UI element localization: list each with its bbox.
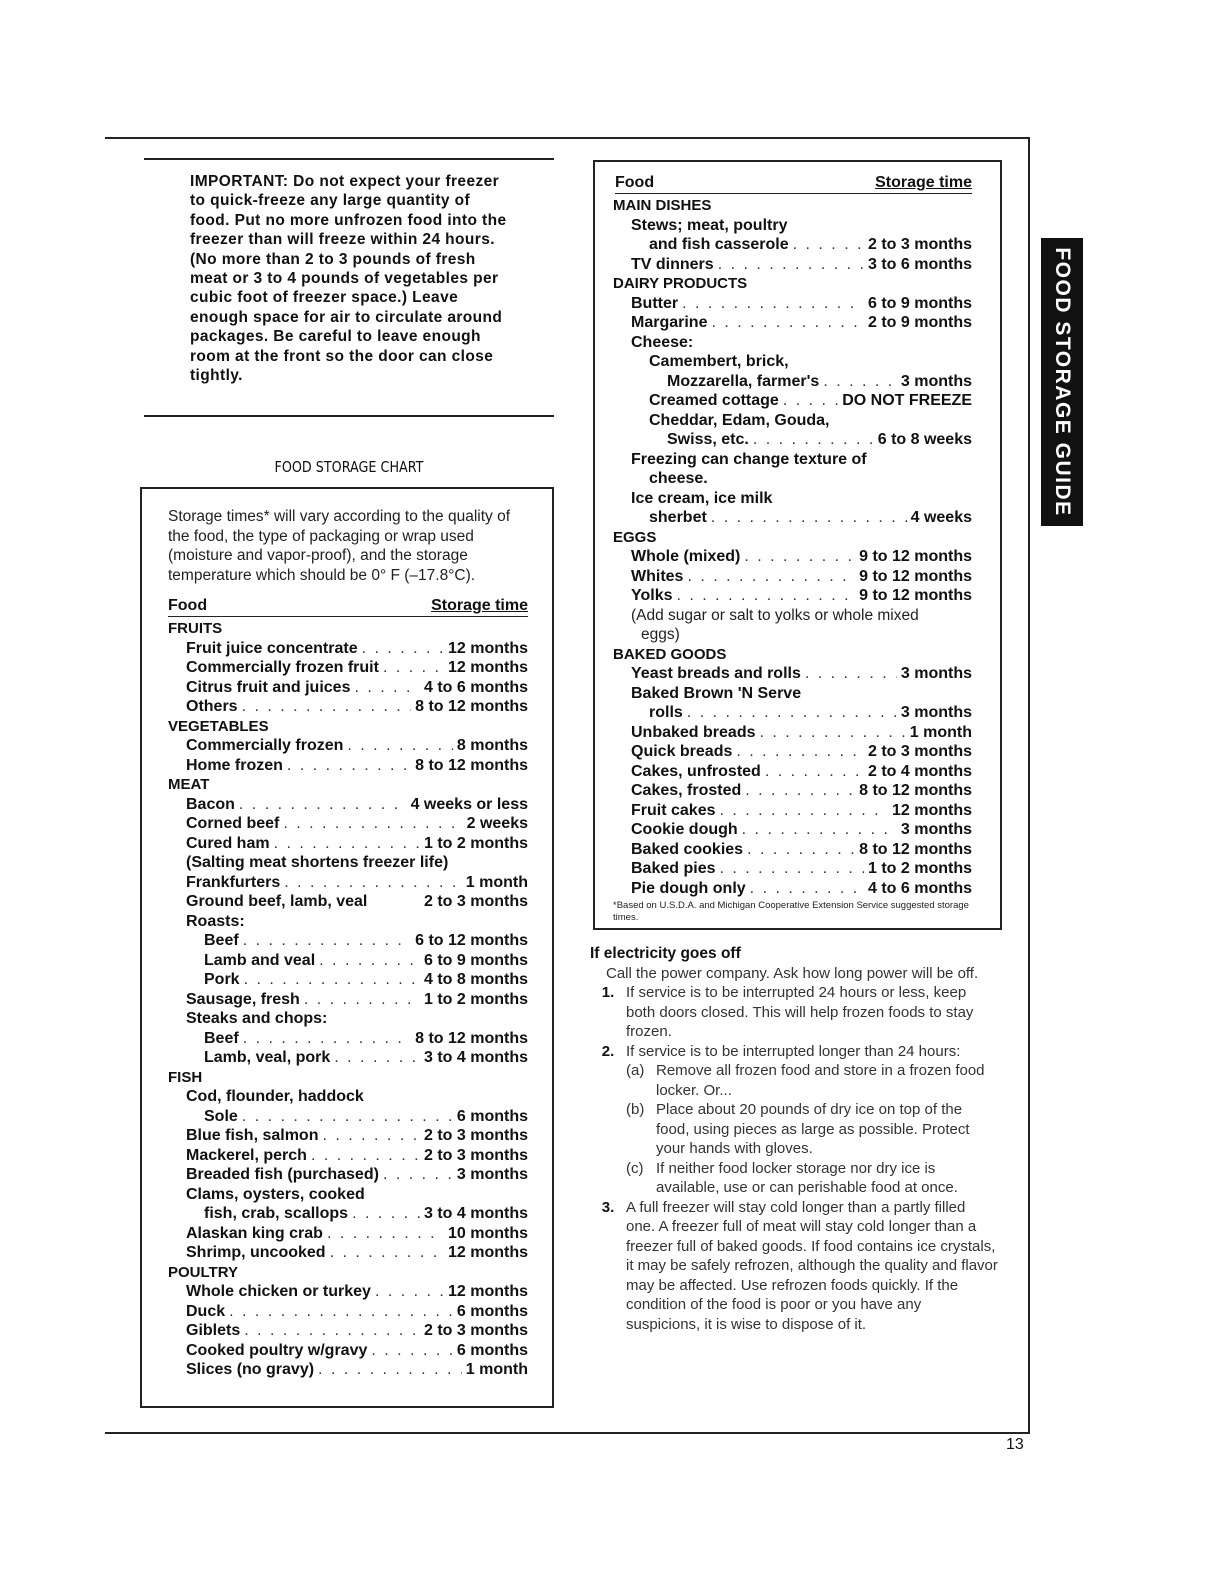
food-name: rolls xyxy=(649,704,683,721)
food-name: Cakes, unfrosted xyxy=(631,762,761,780)
list-item xyxy=(590,1042,998,1062)
category-fruits: FRUITS xyxy=(168,620,223,637)
sub-text: Remove all frozen food and store in a frozen food locker. Or... xyxy=(656,1062,985,1099)
storage-time: 3 months xyxy=(456,1166,528,1183)
top-rule xyxy=(105,137,1030,139)
food-name: Cured ham xyxy=(186,834,270,852)
food-name: Margarine xyxy=(631,314,708,331)
storage-time: 3 to 4 months xyxy=(423,1049,528,1066)
food-row xyxy=(613,391,972,411)
storage-time: 8 to 12 months xyxy=(415,698,528,715)
food-row xyxy=(613,508,972,528)
sub-list-item xyxy=(590,1061,998,1100)
food-row xyxy=(613,859,972,879)
food-row xyxy=(168,990,528,1010)
food-name: Commercially frozen fruit xyxy=(186,659,379,676)
food-line: Camembert, brick, xyxy=(649,353,789,370)
food-name: Baked cookies xyxy=(631,840,744,858)
side-tab-label: FOOD STORAGE GUIDE xyxy=(1051,247,1074,517)
storage-time: 6 months xyxy=(456,1302,528,1320)
food-row xyxy=(168,1204,528,1224)
list-text: If service is to be interrupted 24 hours or less, keep both doors closed. This will help frozen foods to stay frozen. xyxy=(626,984,974,1040)
food-row xyxy=(168,658,528,678)
food-name: fish, crab, scallops xyxy=(204,1205,349,1222)
food-name: Alaskan king crab xyxy=(186,1224,323,1242)
food-name: Lamb, veal, pork xyxy=(204,1049,331,1066)
food-row xyxy=(613,879,972,899)
note-line: cheese. xyxy=(649,470,708,487)
food-name: Sole xyxy=(204,1107,238,1125)
list-number: 1. xyxy=(601,984,615,1001)
food-row xyxy=(613,742,972,762)
food-line: Ice cream, ice milk xyxy=(631,489,773,507)
food-name: Giblets xyxy=(186,1322,241,1339)
electricity-heading: If electricity goes off xyxy=(590,945,741,962)
food-name: Yolks xyxy=(631,587,673,604)
storage-time: 9 to 12 months xyxy=(859,548,972,565)
food-name: Slices (no gravy) xyxy=(186,1361,315,1378)
storage-time: 8 to 12 months xyxy=(859,782,972,799)
storage-time: 2 to 3 months xyxy=(867,743,972,760)
food-row xyxy=(613,430,972,450)
food-row xyxy=(613,372,972,392)
category-fish: FISH xyxy=(168,1068,203,1086)
section-side-tab xyxy=(1041,238,1083,526)
note-line: eggs) xyxy=(641,626,680,643)
subheading-steaks: Steaks and chops: xyxy=(186,1010,328,1027)
important-top-rule xyxy=(144,158,554,160)
storage-time: 9 to 12 months xyxy=(859,567,972,585)
storage-time: 6 to 9 months xyxy=(867,294,972,312)
storage-time: 2 to 3 months xyxy=(423,893,528,910)
storage-time: 1 to 2 months xyxy=(423,990,528,1008)
food-row xyxy=(613,820,972,840)
food-name: Shrimp, uncooked xyxy=(186,1244,326,1261)
bottom-rule xyxy=(105,1432,1030,1434)
food-name: Mozzarella, farmer's xyxy=(667,372,820,390)
food-row xyxy=(168,814,528,834)
category-baked-goods: BAKED GOODS xyxy=(613,645,727,663)
table-header xyxy=(615,174,972,194)
food-name: Bacon xyxy=(186,795,235,813)
food-row xyxy=(168,1341,528,1361)
food-row xyxy=(613,664,972,684)
food-name: Creamed cottage xyxy=(649,392,779,409)
storage-time: 3 months xyxy=(900,372,972,390)
food-name: Lamb and veal xyxy=(204,951,316,969)
food-row xyxy=(613,547,972,567)
food-name: Citrus fruit and juices xyxy=(186,678,351,696)
food-name: Quick breads xyxy=(631,743,733,760)
food-header: Food xyxy=(168,597,208,614)
storage-time: 12 months xyxy=(891,801,972,819)
chart-title: FOOD STORAGE CHART xyxy=(274,458,424,476)
food-name: Home frozen xyxy=(186,756,283,774)
food-name: Others xyxy=(186,698,238,715)
food-row xyxy=(613,567,972,587)
storage-time: 3 months xyxy=(900,821,972,838)
food-row xyxy=(168,1321,528,1341)
storage-time: 4 weeks or less xyxy=(410,795,528,813)
note-line: Freezing can change texture of xyxy=(631,450,867,468)
list-item xyxy=(590,983,998,1042)
category-dairy: DAIRY PRODUCTS xyxy=(613,275,748,292)
food-row xyxy=(168,892,528,912)
food-row xyxy=(168,1029,528,1049)
right-frame-rule xyxy=(1028,137,1030,1433)
note-line: (Salting meat shortens freezer life) xyxy=(186,854,449,871)
sub-list-item xyxy=(590,1100,998,1159)
food-row xyxy=(613,781,972,801)
list-text: A full freezer will stay cold longer than a partly filled one. A freezer full of meat will stay cold longer than a freezer full of baked goods. If food contains ice crystals, it may be safely refrozen, although the quality and flavor may be affected. Use refrozen foods quickly. If the condition of the food is poor or you have any suspicions, it is wise to dispose of it. xyxy=(626,1198,998,1333)
food-row xyxy=(613,313,972,333)
storage-time: 1 month xyxy=(465,873,528,891)
page-number: 13 xyxy=(1006,1436,1024,1453)
storage-time: 2 to 3 months xyxy=(423,1146,528,1164)
food-name: Butter xyxy=(631,294,679,312)
category-eggs: EGGS xyxy=(613,528,657,546)
subheading-cheese: Cheese: xyxy=(631,333,694,351)
storage-time: 1 to 2 months xyxy=(423,834,528,852)
storage-time: 2 to 3 months xyxy=(867,236,972,253)
food-name: Swiss, etc. xyxy=(667,431,749,448)
important-note xyxy=(190,172,510,385)
food-name: sherbet xyxy=(649,509,707,526)
food-name: Corned beef xyxy=(186,815,280,832)
food-row xyxy=(613,723,972,743)
food-row xyxy=(613,840,972,860)
food-row xyxy=(168,639,528,659)
storage-chart-right xyxy=(593,160,1002,930)
storage-time: 6 months xyxy=(456,1341,528,1359)
food-name: Frankfurters xyxy=(186,873,281,891)
food-row xyxy=(168,736,528,756)
storage-time: 6 to 8 weeks xyxy=(877,431,972,448)
food-name: Pie dough only xyxy=(631,879,746,897)
storage-time: DO NOT FREEZE xyxy=(842,392,972,409)
storage-time: 2 to 4 months xyxy=(867,762,972,780)
food-name: Cakes, frosted xyxy=(631,782,742,799)
storage-time: 3 to 4 months xyxy=(423,1205,528,1222)
storage-time: 4 weeks xyxy=(910,509,972,526)
food-row xyxy=(168,1360,528,1380)
storage-time: 2 to 9 months xyxy=(867,314,972,331)
food-row xyxy=(613,703,972,723)
food-name: Yeast breads and rolls xyxy=(631,665,801,682)
food-line: Stews; meat, poultry xyxy=(631,216,788,234)
food-header: Food xyxy=(615,174,655,191)
food-row xyxy=(168,951,528,971)
food-line: Cod, flounder, haddock xyxy=(186,1088,364,1105)
food-name: Sausage, fresh xyxy=(186,990,300,1008)
food-name: Cooked poultry w/gravy xyxy=(186,1341,368,1359)
food-name: Unbaked breads xyxy=(631,723,756,741)
category-main-dishes: MAIN DISHES xyxy=(613,197,712,214)
food-name: Fruit juice concentrate xyxy=(186,639,358,657)
food-row xyxy=(168,1048,528,1068)
food-line: Cheddar, Edam, Gouda, xyxy=(649,411,830,429)
storage-header: Storage time xyxy=(875,174,972,191)
storage-time: 9 to 12 months xyxy=(859,587,972,604)
storage-time: 3 months xyxy=(900,704,972,721)
food-row xyxy=(613,294,972,314)
food-name: Ground beef, lamb, veal xyxy=(186,893,368,910)
food-line: Baked Brown 'N Serve xyxy=(631,684,802,702)
electricity-intro: Call the power company. Ask how long power will be off. xyxy=(606,964,979,982)
list-item xyxy=(590,1198,998,1335)
food-row xyxy=(168,678,528,698)
food-name: Whites xyxy=(631,567,684,585)
storage-time: 12 months xyxy=(447,1244,528,1261)
food-row xyxy=(168,1107,528,1127)
food-name: and fish casserole xyxy=(649,236,789,253)
storage-time: 3 months xyxy=(900,665,972,682)
food-line: Clams, oysters, cooked xyxy=(186,1185,365,1203)
storage-time: 1 month xyxy=(465,1361,528,1378)
important-bottom-rule xyxy=(144,415,554,417)
food-name: TV dinners xyxy=(631,255,714,273)
food-row xyxy=(168,931,528,951)
storage-chart-left xyxy=(140,487,554,1408)
food-row xyxy=(613,762,972,782)
important-text: Do not expect your freezer to quick-freeze any large quantity of food. Put no more unfrozen food into the freezer than will freeze within 24 hours. (No more than 2 to 3 pounds of fresh meat or 3 to 4 pounds of vegetables per cubic foot of freezer space.) Leave enough space for air to circulate around packages. Be careful to leave enough room at the front so the door can close tightly. xyxy=(190,173,507,385)
sub-label: (b) xyxy=(626,1101,645,1118)
food-row xyxy=(168,1243,528,1263)
storage-time: 3 to 6 months xyxy=(867,255,972,273)
category-poultry: POULTRY xyxy=(168,1263,238,1281)
food-row xyxy=(168,795,528,815)
subheading-roasts: Roasts: xyxy=(186,912,245,930)
food-name: Beef xyxy=(204,932,239,949)
storage-time: 12 months xyxy=(447,639,528,657)
food-row xyxy=(613,235,972,255)
sub-label: (c) xyxy=(626,1159,644,1177)
storage-time: 2 to 3 months xyxy=(423,1127,528,1144)
sub-label: (a) xyxy=(626,1062,645,1079)
food-row xyxy=(168,1224,528,1244)
storage-time: 4 to 8 months xyxy=(423,971,528,988)
category-meat: MEAT xyxy=(168,776,210,793)
sub-text: If neither food locker storage nor dry ice is available, use or can perishable food at once. xyxy=(656,1159,958,1196)
food-row xyxy=(168,1302,528,1322)
table-header xyxy=(168,597,528,617)
food-name: Blue fish, salmon xyxy=(186,1127,319,1144)
list-number: 2. xyxy=(601,1042,615,1060)
food-name: Mackerel, perch xyxy=(186,1146,307,1164)
food-name: Breaded fish (purchased) xyxy=(186,1166,379,1183)
food-name: Commercially frozen xyxy=(186,737,344,754)
food-name: Pork xyxy=(204,971,240,988)
list-number: 3. xyxy=(601,1198,615,1216)
food-name: Whole chicken or turkey xyxy=(186,1283,371,1300)
category-vegetables: VEGETABLES xyxy=(168,717,269,735)
food-row xyxy=(168,834,528,854)
food-row xyxy=(613,255,972,275)
storage-time: 8 to 12 months xyxy=(415,756,528,774)
food-row xyxy=(168,1146,528,1166)
food-row xyxy=(168,756,528,776)
storage-time: 1 month xyxy=(909,723,972,741)
storage-time: 4 to 6 months xyxy=(867,879,972,897)
storage-time: 6 to 12 months xyxy=(415,932,528,949)
food-row xyxy=(168,1165,528,1185)
storage-time: 10 months xyxy=(447,1224,528,1242)
storage-time: 8 months xyxy=(456,737,528,754)
food-row xyxy=(168,1126,528,1146)
important-label: IMPORTANT: xyxy=(190,173,289,190)
food-name: Baked pies xyxy=(631,860,716,877)
food-row xyxy=(613,586,972,606)
storage-time: 4 to 6 months xyxy=(423,678,528,696)
storage-time: 1 to 2 months xyxy=(867,860,972,877)
storage-time: 8 to 12 months xyxy=(859,840,972,858)
storage-time: 2 to 3 months xyxy=(423,1322,528,1339)
storage-time: 12 months xyxy=(447,659,528,676)
food-row xyxy=(168,697,528,717)
food-row xyxy=(168,873,528,893)
note-line: (Add sugar or salt to yolks or whole mixed xyxy=(631,606,919,624)
food-row xyxy=(613,801,972,821)
storage-header: Storage time xyxy=(431,597,528,614)
list-text: If service is to be interrupted longer than 24 hours: xyxy=(626,1042,961,1060)
food-name: Beef xyxy=(204,1029,239,1047)
footnote: *Based on U.S.D.A. and Michigan Cooperative Extension Service suggested storage times. xyxy=(613,900,969,923)
storage-time: 12 months xyxy=(447,1283,528,1300)
storage-time: 6 to 9 months xyxy=(423,951,528,969)
storage-time: 2 weeks xyxy=(466,815,528,832)
sub-text: Place about 20 pounds of dry ice on top of the food, using pieces as large as possible. Protect your hands with gloves. xyxy=(656,1101,970,1157)
storage-time: 6 months xyxy=(456,1107,528,1125)
food-name: Cookie dough xyxy=(631,821,738,838)
food-row xyxy=(168,970,528,990)
food-name: Whole (mixed) xyxy=(631,548,741,565)
sub-list-item xyxy=(590,1159,998,1198)
storage-time: 8 to 12 months xyxy=(415,1029,528,1047)
food-name: Duck xyxy=(186,1302,226,1320)
electricity-section xyxy=(590,944,998,1334)
chart-intro: Storage times* will vary according to the quality of the food, the type of packaging or wrap used (moisture and vapor-proof), and the storage temperature which should be 0° F (–17.8°C). xyxy=(168,508,511,584)
food-name: Fruit cakes xyxy=(631,801,716,819)
food-row xyxy=(168,1282,528,1302)
